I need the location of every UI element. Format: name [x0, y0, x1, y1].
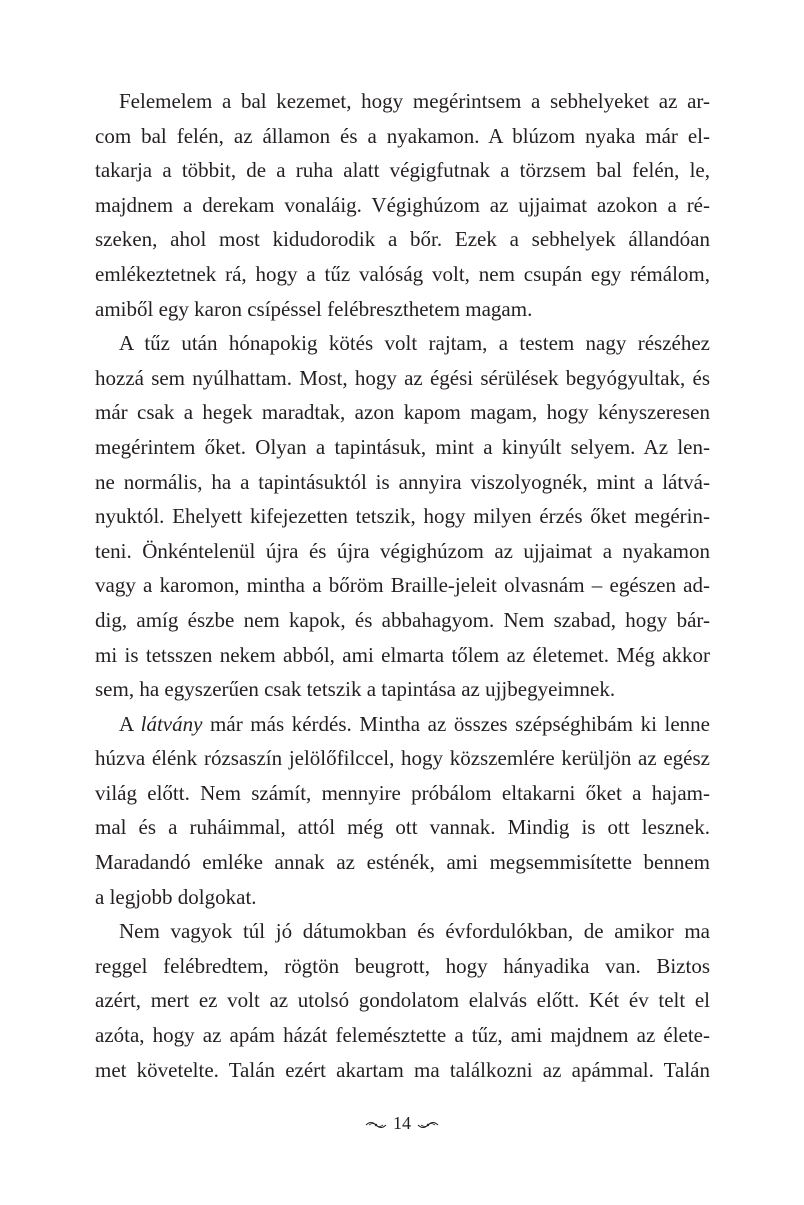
text-line: dig, amíg észbe nem kapok, és abbahagyom. Nem szabad, hogy bár-: [95, 607, 710, 632]
text-line: sem, ha egyszerűen csak tetszik a tapintása az ujjbegyeimnek.: [95, 677, 616, 702]
text-line: húzva élénk rózsaszín jelölőfilccel, hogy közszemlére kerüljön az egész: [95, 746, 710, 771]
text-line: szeken, ahol most kidudorodik a bőr. Ezek a sebhelyek állandóan: [95, 227, 710, 252]
italic-word: látvány: [140, 711, 203, 736]
text-line: mi is tetsszen nekem abból, ami elmarta tőlem az életemet. Még akkor: [95, 642, 710, 667]
text-line: ne normális, ha a tapintásuktól is annyira viszolyognék, mint a látvá-: [95, 469, 710, 494]
text-line: A tűz után hónapokig kötés volt rajtam, a testem nagy részéhez: [119, 331, 710, 356]
text-line: reggel felébredtem, rögtön beugrott, hogy hányadika van. Biztos: [95, 953, 710, 978]
page-footer: [0, 1108, 804, 1138]
text-fragment: már más kérdés. Mintha az összes szépséghibám ki lenne: [202, 711, 710, 736]
text-line: vagy a karomon, mintha a bőröm Braille-jeleit olvasnám – egészen ad-: [95, 573, 710, 598]
text-line: azóta, hogy az apám házát felemésztette a tűz, ami majdnem az élete-: [95, 1023, 710, 1048]
text-line: Felemelem a bal kezemet, hogy megérintsem a sebhelyeket az ar-: [119, 89, 710, 113]
text-line: hozzá sem nyúlhattam. Most, hogy az égési sérülések begyógyultak, és: [95, 365, 710, 390]
text-line-with-italic: [95, 707, 710, 742]
body-text: [95, 84, 710, 1087]
text-line: majdnem a derekam vonaláig. Végighúzom az ujjaimat azokon a ré-: [95, 192, 710, 217]
text-line: a legjobb dolgokat.: [95, 884, 257, 909]
text-line: mal és a ruháimmal, attól még ott vannak. Mindig is ott lesznek.: [95, 815, 710, 840]
left-ornament-icon: [365, 1120, 387, 1130]
text-line: nyuktól. Ehelyett kifejezetten tetszik, hogy milyen érzés őket megérin-: [95, 504, 710, 529]
text-line: met követelte. Talán ezért akartam ma találkozni az apámmal. Talán: [95, 1057, 710, 1082]
text-line: világ előtt. Nem számít, mennyire próbálom eltakarni őket a hajam-: [95, 780, 710, 805]
text-fragment: A: [119, 711, 141, 736]
text-line: azért, mert ez volt az utolsó gondolatom elalvás előtt. Két év telt el: [95, 988, 710, 1013]
text-line: amiből egy karon csípéssel felébreszthetem magam.: [95, 296, 533, 321]
text-line: com bal felén, az államon és a nyakamon. A blúzom nyaka már el-: [95, 123, 710, 148]
text-line: megérintem őket. Olyan a tapintásuk, mint a kinyúlt selyem. Az len-: [95, 434, 710, 459]
right-ornament-icon: [417, 1120, 439, 1130]
text-line: teni. Önkéntelenül újra és újra végighúzom az ujjaimat a nyakamon: [95, 538, 710, 563]
text-line: emlékeztetnek rá, hogy a tűz valóság volt, nem csupán egy rémálom,: [95, 261, 710, 286]
text-line: Maradandó emléke annak az esténék, ami megsemmisítette bennem: [95, 850, 710, 875]
text-line: Nem vagyok túl jó dátumokban és évfordulókban, de amikor ma: [119, 919, 710, 944]
text-line: takarja a többit, de a ruha alatt végigfutnak a törzsem bal felén, le,: [95, 158, 710, 183]
page-number: 14: [393, 1113, 411, 1133]
text-line: már csak a hegek maradtak, azon kapom magam, hogy kényszeresen: [95, 400, 710, 425]
